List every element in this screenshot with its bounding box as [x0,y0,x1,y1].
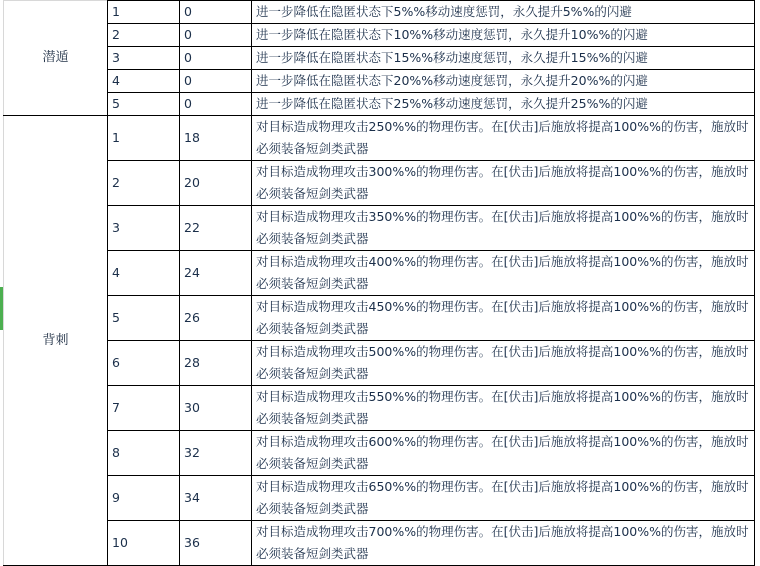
cost-cell[interactable]: 36 [180,521,252,566]
level-cell[interactable]: 1 [108,1,180,24]
level-cell[interactable]: 9 [108,476,180,521]
level-cell[interactable]: 3 [108,47,180,70]
cost-cell[interactable]: 34 [180,476,252,521]
cost-cell[interactable]: 30 [180,386,252,431]
table-row[interactable] [4,206,755,251]
description-cell[interactable]: 进一步降低在隐匿状态下20%%移动速度惩罚，永久提升20%%的闪避 [252,70,755,93]
description-cell[interactable]: 对目标造成物理攻击600%%的物理伤害。在[伏击]后施放将提高100%%的伤害，施放时必须装备短剑类武器 [252,431,755,476]
cost-cell[interactable]: 18 [180,116,252,161]
cost-cell[interactable]: 0 [180,24,252,47]
cost-cell[interactable]: 0 [180,1,252,24]
description-cell[interactable]: 对目标造成物理攻击500%%的物理伤害。在[伏击]后施放将提高100%%的伤害，施放时必须装备短剑类武器 [252,341,755,386]
table-row[interactable] [4,47,755,70]
level-cell[interactable]: 7 [108,386,180,431]
description-cell[interactable]: 对目标造成物理攻击700%%的物理伤害。在[伏击]后施放将提高100%%的伤害，施放时必须装备短剑类武器 [252,521,755,566]
description-cell[interactable]: 进一步降低在隐匿状态下5%%移动速度惩罚，永久提升5%%的闪避 [252,1,755,24]
level-cell[interactable]: 5 [108,93,180,116]
description-cell[interactable]: 对目标造成物理攻击450%%的物理伤害。在[伏击]后施放将提高100%%的伤害，施放时必须装备短剑类武器 [252,296,755,341]
description-cell[interactable]: 进一步降低在隐匿状态下15%%移动速度惩罚，永久提升15%%的闪避 [252,47,755,70]
level-cell[interactable]: 3 [108,206,180,251]
table-row[interactable] [4,476,755,521]
cost-cell[interactable]: 24 [180,251,252,296]
level-cell[interactable]: 1 [108,116,180,161]
description-cell[interactable]: 对目标造成物理攻击650%%的物理伤害。在[伏击]后施放将提高100%%的伤害，施放时必须装备短剑类武器 [252,476,755,521]
level-cell[interactable]: 4 [108,251,180,296]
table-row[interactable] [4,251,755,296]
cost-cell[interactable]: 32 [180,431,252,476]
level-cell[interactable]: 2 [108,161,180,206]
cost-cell[interactable]: 0 [180,93,252,116]
table-row[interactable] [4,93,755,116]
cost-cell[interactable]: 0 [180,47,252,70]
level-cell[interactable]: 5 [108,296,180,341]
level-cell[interactable]: 6 [108,341,180,386]
description-cell[interactable]: 进一步降低在隐匿状态下10%%移动速度惩罚，永久提升10%%的闪避 [252,24,755,47]
skill-table [3,0,755,566]
level-cell[interactable]: 10 [108,521,180,566]
cost-cell[interactable]: 26 [180,296,252,341]
level-cell[interactable]: 2 [108,24,180,47]
description-cell[interactable]: 对目标造成物理攻击300%%的物理伤害。在[伏击]后施放将提高100%%的伤害，施放时必须装备短剑类武器 [252,161,755,206]
table-row[interactable] [4,116,755,161]
skill-name-cell[interactable]: 背刺 [4,116,108,566]
table-row[interactable] [4,1,755,24]
cost-cell[interactable]: 20 [180,161,252,206]
description-cell[interactable]: 对目标造成物理攻击350%%的物理伤害。在[伏击]后施放将提高100%%的伤害，施放时必须装备短剑类武器 [252,206,755,251]
table-row[interactable] [4,24,755,47]
cost-cell[interactable]: 22 [180,206,252,251]
level-cell[interactable]: 8 [108,431,180,476]
description-cell[interactable]: 对目标造成物理攻击400%%的物理伤害。在[伏击]后施放将提高100%%的伤害，施放时必须装备短剑类武器 [252,251,755,296]
skill-name-cell[interactable]: 潜遁 [4,1,108,116]
table-row[interactable] [4,386,755,431]
description-cell[interactable]: 进一步降低在隐匿状态下25%%移动速度惩罚，永久提升25%%的闪避 [252,93,755,116]
cost-cell[interactable]: 0 [180,70,252,93]
table-row[interactable] [4,296,755,341]
table-row[interactable] [4,70,755,93]
description-cell[interactable]: 对目标造成物理攻击550%%的物理伤害。在[伏击]后施放将提高100%%的伤害，施放时必须装备短剑类武器 [252,386,755,431]
table-row[interactable] [4,431,755,476]
table-row[interactable] [4,341,755,386]
table-row[interactable] [4,521,755,566]
description-cell[interactable]: 对目标造成物理攻击250%%的物理伤害。在[伏击]后施放将提高100%%的伤害，施放时必须装备短剑类武器 [252,116,755,161]
level-cell[interactable]: 4 [108,70,180,93]
cost-cell[interactable]: 28 [180,341,252,386]
table-row[interactable] [4,161,755,206]
